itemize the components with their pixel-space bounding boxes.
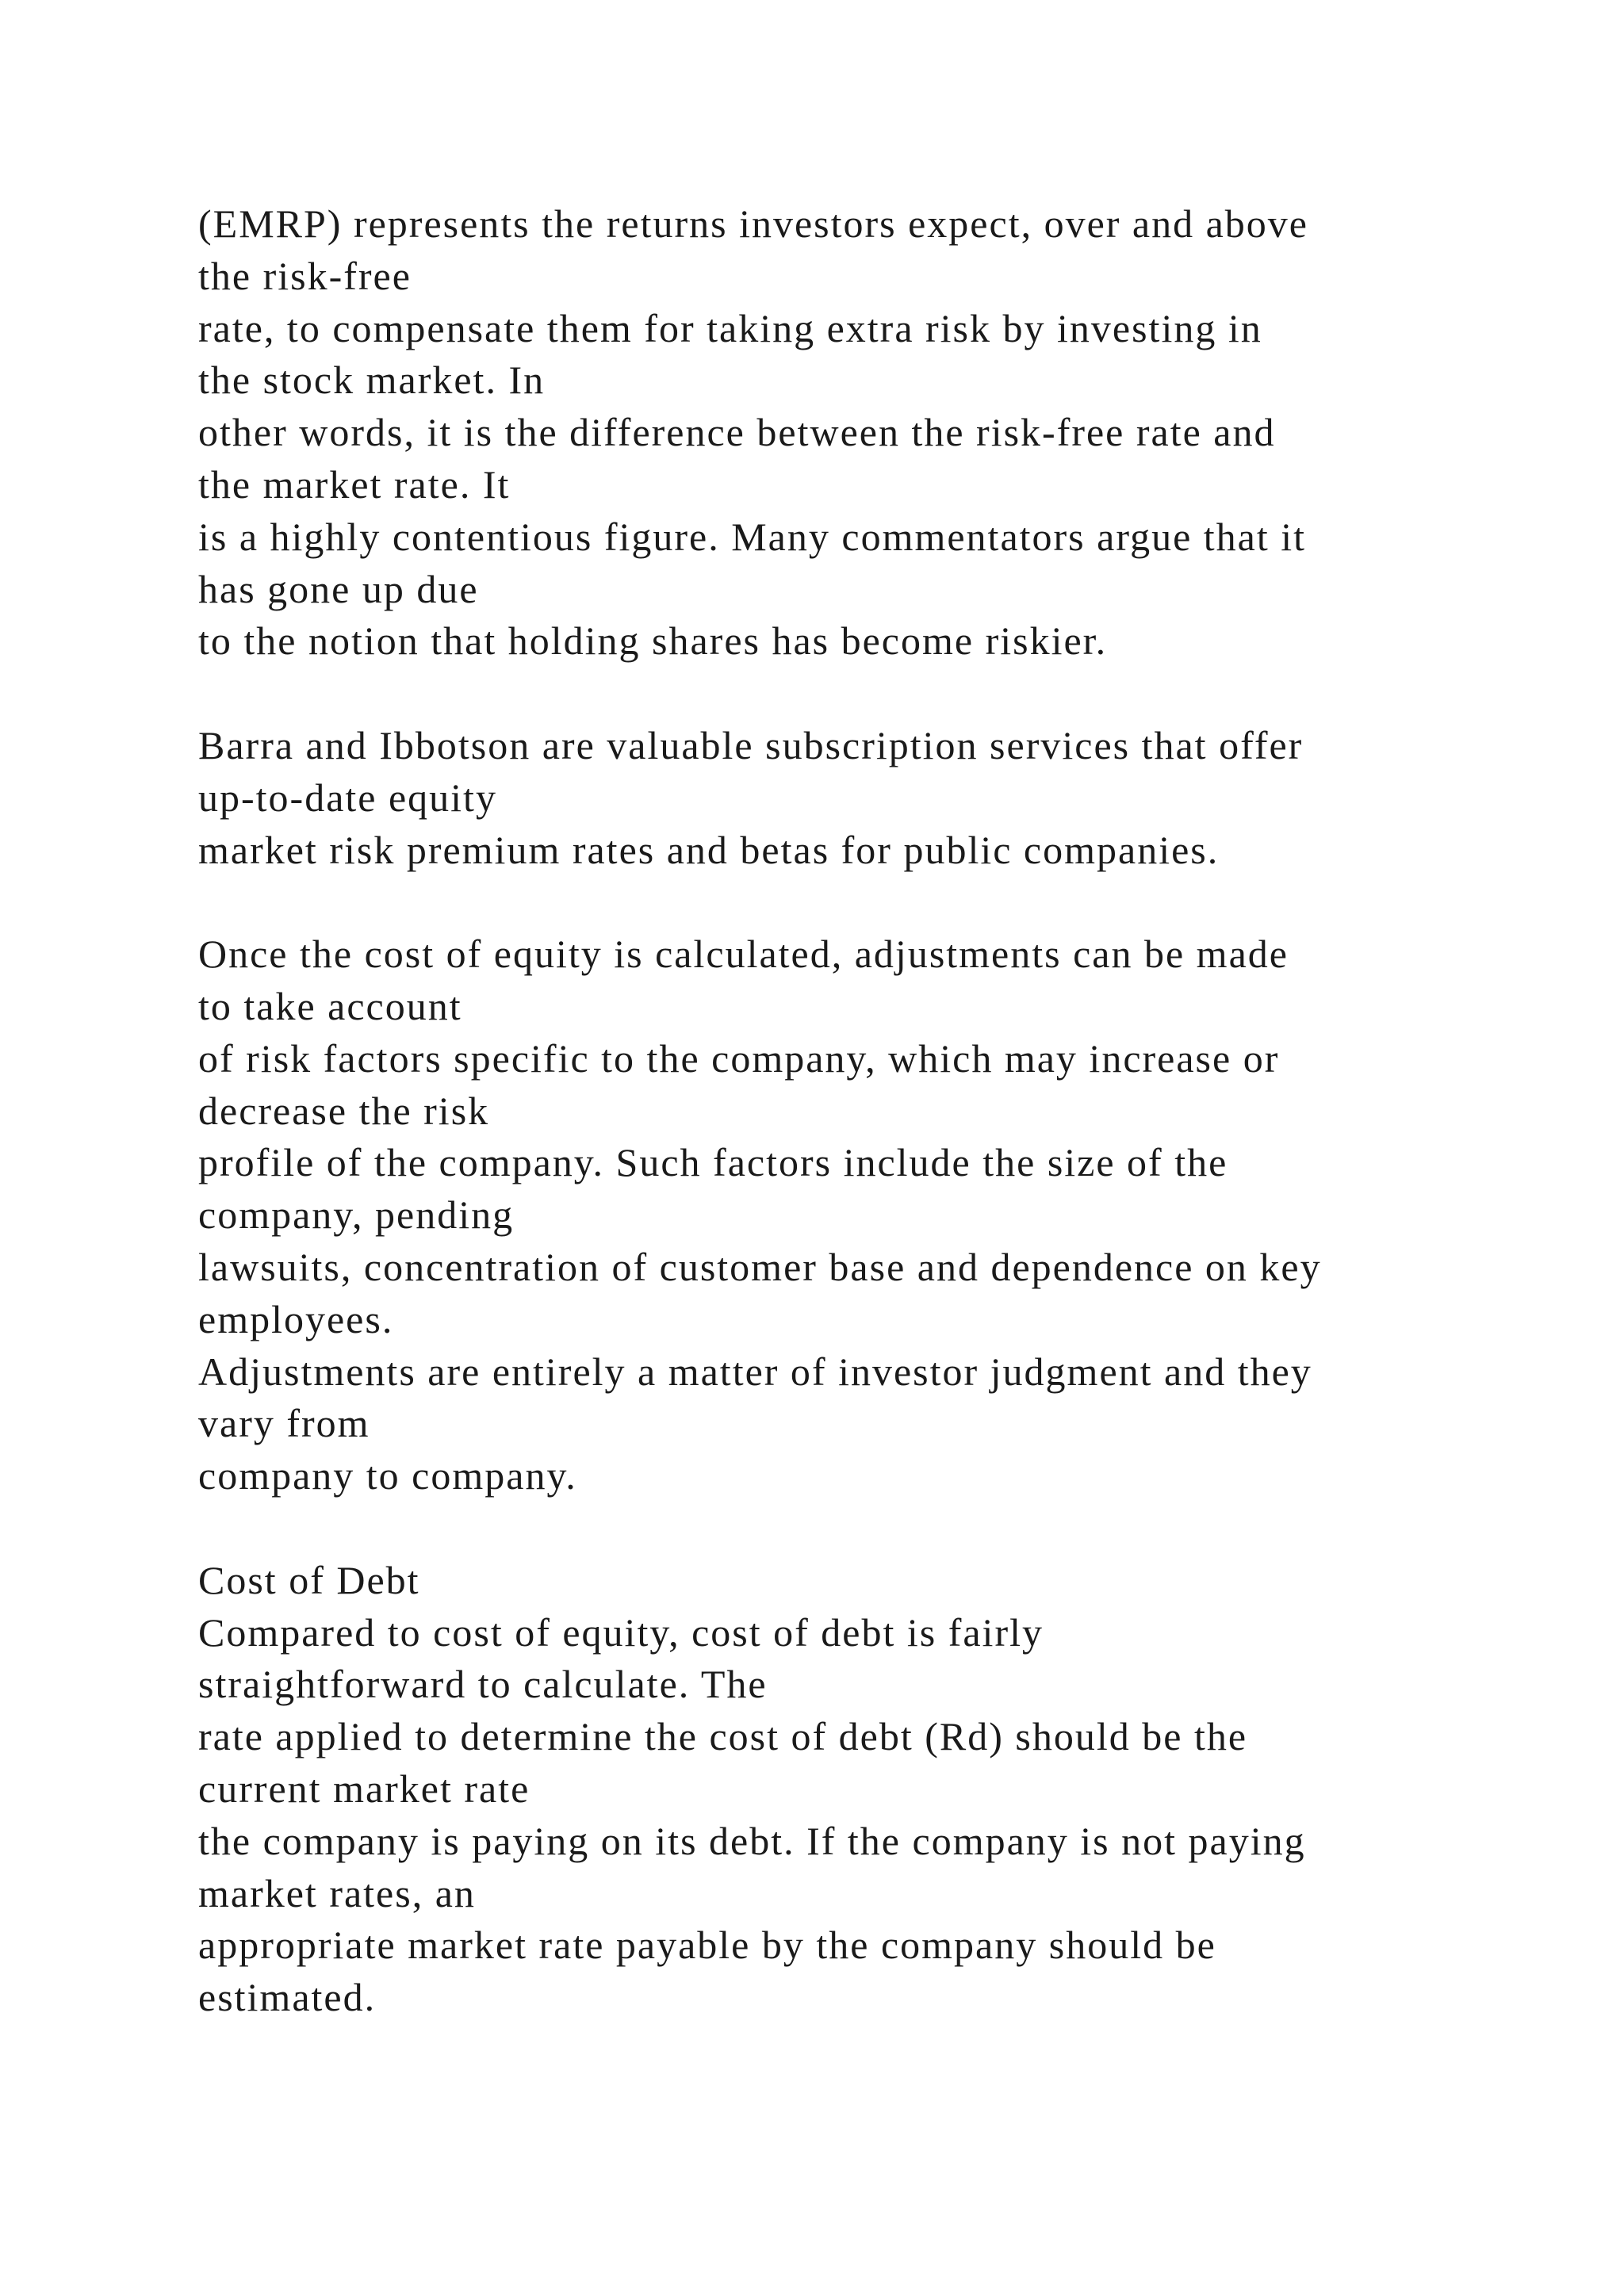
text-line: (EMRP) represents the returns investors expect, over and above [198, 201, 1309, 246]
text-line: has gone up due [198, 566, 479, 611]
text-line: company, pending [198, 1192, 515, 1238]
paragraph-emrp [198, 198, 1562, 668]
text-line: the risk-free [198, 253, 412, 298]
text-line: is a highly contentious figure. Many commentators argue that it [198, 514, 1307, 559]
text-line: to the notion that holding shares has become riskier. [198, 618, 1108, 664]
text-line: estimated. [198, 1975, 377, 2020]
text-line: to take account [198, 983, 462, 1028]
text-line: of risk factors specific to the company, which may increase or [198, 1035, 1280, 1081]
text-line: decrease the risk [198, 1088, 490, 1133]
text-line: Adjustments are entirely a matter of investor judgment and they [198, 1349, 1312, 1394]
text-line: straightforward to calculate. The [198, 1662, 768, 1707]
text-line: employees. [198, 1296, 394, 1341]
paragraph-spacer [198, 1502, 1562, 1555]
section-heading: Cost of Debt [198, 1557, 420, 1602]
text-line: profile of the company. Such factors include the size of the [198, 1140, 1228, 1185]
paragraph-spacer [198, 876, 1562, 928]
text-line: vary from [198, 1401, 370, 1446]
text-line: lawsuits, concentration of customer base and dependence on key [198, 1244, 1322, 1289]
text-line: the company is paying on its debt. If the company is not paying [198, 1818, 1306, 1863]
text-line: Once the cost of equity is calculated, adjustments can be made [198, 932, 1289, 977]
text-line: rate applied to determine the cost of debt (Rd) should be the [198, 1714, 1248, 1759]
text-line: other words, it is the difference between the risk-free rate and [198, 410, 1276, 455]
text-line: company to company. [198, 1453, 577, 1498]
text-line: market risk premium rates and betas for public companies. [198, 827, 1220, 872]
paragraph-barra-ibbotson [198, 720, 1562, 876]
paragraph-spacer [198, 668, 1562, 720]
text-line: up-to-date equity [198, 775, 497, 820]
text-line: Barra and Ibbotson are valuable subscription services that offer [198, 722, 1304, 767]
text-line: Compared to cost of equity, cost of debt is fairly [198, 1609, 1044, 1655]
text-line: the stock market. In [198, 358, 546, 403]
paragraph-adjustments [198, 928, 1562, 1502]
text-line: appropriate market rate payable by the company should be [198, 1923, 1216, 1968]
text-line: current market rate [198, 1766, 530, 1811]
text-line: the market rate. It [198, 461, 511, 507]
text-line: rate, to compensate them for taking extra risk by investing in [198, 305, 1262, 350]
paragraph-cost-of-debt [198, 1555, 1562, 2024]
document-body [198, 198, 1562, 2024]
text-line: market rates, an [198, 1870, 476, 1915]
